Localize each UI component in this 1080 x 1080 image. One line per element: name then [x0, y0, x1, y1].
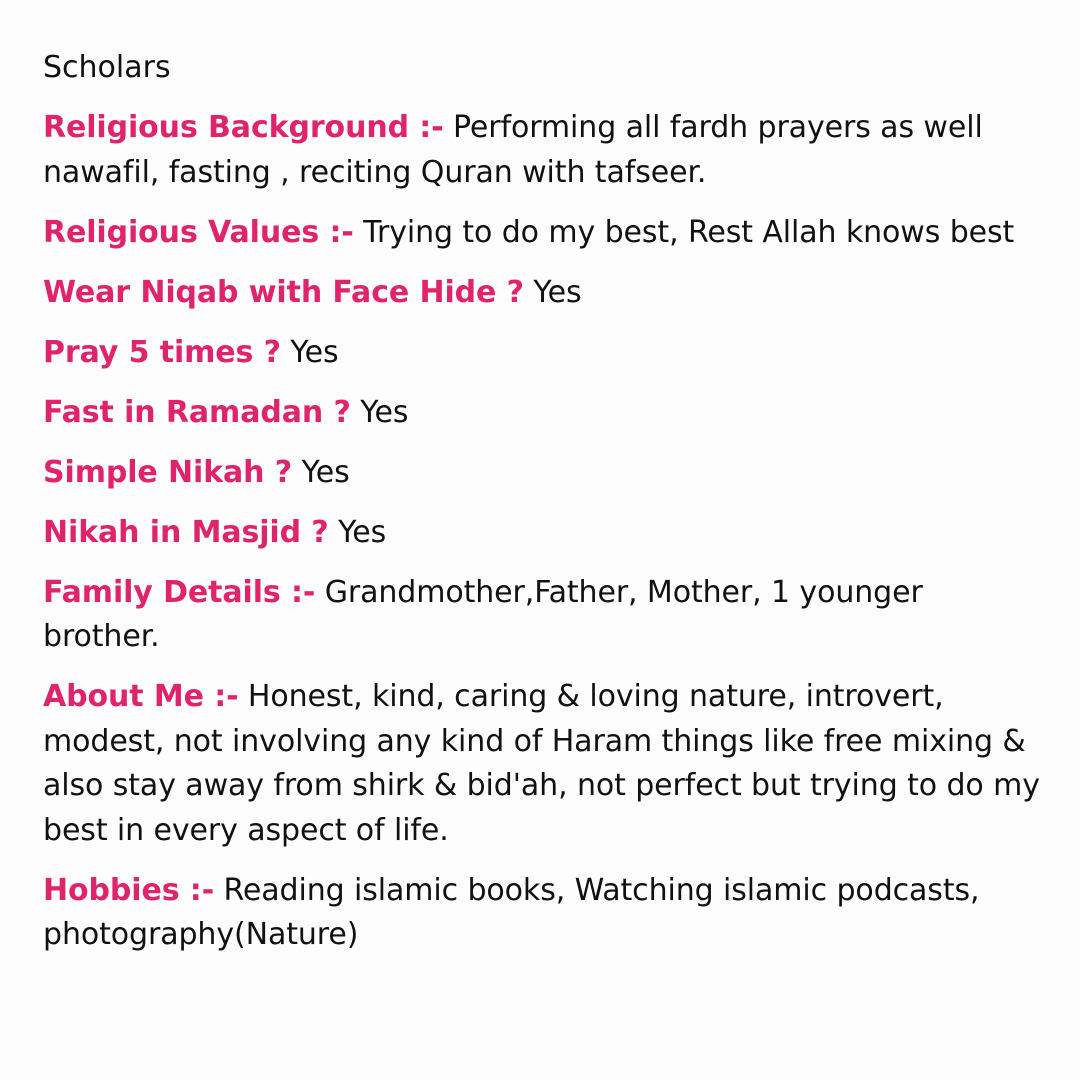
field-value: Yes: [301, 454, 350, 490]
field-value: Reading islamic books, Watching islamic podcasts, photography(Nature): [43, 872, 980, 952]
field-value: Trying to do my best, Rest Allah knows best: [363, 214, 1015, 250]
field-nikah-in-masjid: [43, 511, 1040, 556]
field-family-details: [43, 571, 1040, 660]
field-value: Yes: [290, 334, 339, 370]
field-religious-values: [43, 211, 1040, 256]
field-label: Religious Values :-: [43, 214, 354, 250]
field-label: About Me :-: [43, 679, 239, 714]
field-label: Religious Background :-: [43, 110, 444, 145]
field-label: Pray 5 times ?: [43, 334, 281, 370]
field-about-me: [43, 675, 1040, 853]
field-value: Yes: [360, 394, 409, 430]
field-wear-niqab: [43, 271, 1040, 316]
field-simple-nikah: [43, 451, 1040, 496]
field-label: Wear Niqab with Face Hide ?: [43, 274, 524, 310]
field-value: Performing all fardh prayers as well nawafil, fasting , reciting Quran with tafseer.: [43, 110, 983, 190]
field-label: Hobbies :-: [43, 872, 215, 908]
field-value: Yes: [338, 514, 387, 550]
field-fast-in-ramadan: [43, 391, 1040, 436]
field-pray-5-times: [43, 331, 1040, 376]
field-label: Family Details :-: [43, 574, 316, 610]
intro-text: Scholars: [43, 50, 171, 85]
field-label: Nikah in Masjid ?: [43, 514, 329, 550]
field-hobbies: [43, 869, 1040, 958]
field-label: Fast in Ramadan ?: [43, 394, 351, 430]
field-value: Yes: [533, 274, 582, 310]
field-label: Simple Nikah ?: [43, 454, 293, 490]
field-religious-background: [43, 106, 1040, 195]
field-value: Honest, kind, caring & loving nature, introvert, modest, not involving any kind of Haram things like free mixing & also stay away from shirk & bid'ah, not perfect but trying to do my best in every aspect of life.: [43, 679, 1040, 848]
field-value: Grandmother,Father, Mother, 1 younger brother.: [43, 574, 923, 654]
